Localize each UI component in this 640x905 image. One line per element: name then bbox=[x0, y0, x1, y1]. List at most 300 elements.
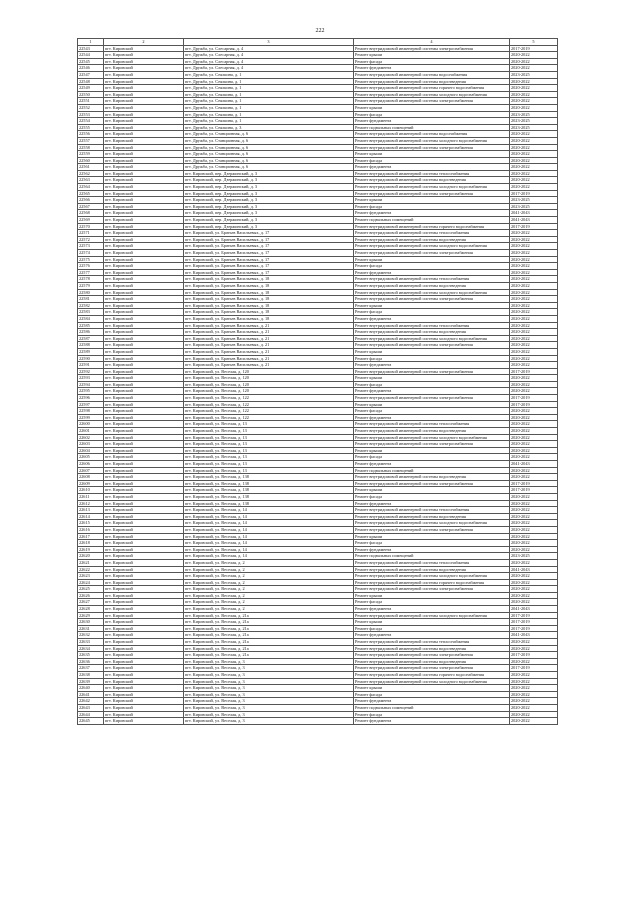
address-cell: пгт. Кировский, ул. Веселая, д. 122 bbox=[184, 401, 354, 408]
address-cell: пгт. Дружба, ул. Станционная, д. 6 bbox=[184, 151, 354, 158]
period-cell: 2020-2022 bbox=[510, 177, 558, 184]
table-row bbox=[78, 691, 558, 698]
period-cell: 2020-2022 bbox=[510, 164, 558, 171]
row-number-cell: 22591 bbox=[78, 362, 104, 369]
work-type-cell: Ремонт фундамента bbox=[354, 698, 510, 705]
address-cell: пгт. Кировский, ул. Веселая, д. 13 bbox=[184, 454, 354, 461]
locality-cell: пгт. Кировский bbox=[104, 58, 184, 65]
period-cell: 2020-2022 bbox=[510, 355, 558, 362]
row-number-cell: 22589 bbox=[78, 348, 104, 355]
row-number-cell: 22585 bbox=[78, 322, 104, 329]
address-cell: пгт. Кировский, ул. Веселая, д. 13 bbox=[184, 428, 354, 435]
period-cell: 2020-2022 bbox=[510, 388, 558, 395]
period-cell: 2023-2025 bbox=[510, 553, 558, 560]
period-cell: 2020-2022 bbox=[510, 170, 558, 177]
table-row bbox=[78, 217, 558, 224]
locality-cell: пгт. Кировский bbox=[104, 685, 184, 692]
work-type-cell: Ремонт крыши bbox=[354, 685, 510, 692]
table-row bbox=[78, 197, 558, 204]
period-cell: 2020-2022 bbox=[510, 434, 558, 441]
period-cell: 2020-2022 bbox=[510, 250, 558, 257]
address-cell: пгт. Кировский, ул. Веселая, д. 138 bbox=[184, 480, 354, 487]
work-type-cell: Ремонт внутридомовой инженерной системы холодного водоснабжения bbox=[354, 434, 510, 441]
address-cell: пгт. Кировский, ул. Веселая, д. 3 bbox=[184, 665, 354, 672]
period-cell: 2017-2019 bbox=[510, 480, 558, 487]
locality-cell: пгт. Кировский bbox=[104, 718, 184, 725]
period-cell: 2017-2019 bbox=[510, 395, 558, 402]
address-cell: пгт. Кировский, пер. Дзержинский, д. 3 bbox=[184, 197, 354, 204]
work-type-cell: Ремонт фундамента bbox=[354, 164, 510, 171]
locality-cell: пгт. Кировский bbox=[104, 157, 184, 164]
locality-cell: пгт. Кировский bbox=[104, 592, 184, 599]
work-type-cell: Ремонт внутридомовой инженерной системы электроснабжения bbox=[354, 342, 510, 349]
table-row bbox=[78, 461, 558, 468]
table-row bbox=[78, 685, 558, 692]
locality-cell: пгт. Кировский bbox=[104, 144, 184, 151]
work-type-cell: Ремонт внутридомовой инженерной системы горячего водоснабжения bbox=[354, 579, 510, 586]
table-row bbox=[78, 533, 558, 540]
table-row bbox=[78, 137, 558, 144]
work-type-cell: Ремонт внутридомовой инженерной системы холодного водоснабжения bbox=[354, 678, 510, 685]
address-cell: пгт. Кировский, ул. Веселая, д. 122 bbox=[184, 395, 354, 402]
row-number-cell: 22561 bbox=[78, 164, 104, 171]
row-number-cell: 22556 bbox=[78, 131, 104, 138]
work-type-cell: Ремонт внутридомовой инженерной системы электроснабжения bbox=[354, 45, 510, 52]
period-cell: 2017-2019 bbox=[510, 487, 558, 494]
locality-cell: пгт. Кировский bbox=[104, 493, 184, 500]
row-number-cell: 22623 bbox=[78, 573, 104, 580]
address-cell: пгт. Кировский, ул. Братьев Васильевых, д. 18 bbox=[184, 302, 354, 309]
row-number-cell: 22554 bbox=[78, 118, 104, 125]
address-cell: пгт. Кировский, ул. Веселая, д. 14 bbox=[184, 507, 354, 514]
row-number-cell: 22579 bbox=[78, 282, 104, 289]
row-number-cell: 22621 bbox=[78, 559, 104, 566]
locality-cell: пгт. Кировский bbox=[104, 606, 184, 613]
period-cell: 2020-2022 bbox=[510, 65, 558, 72]
table-row bbox=[78, 652, 558, 659]
row-number-cell: 22608 bbox=[78, 474, 104, 481]
address-cell: пгт. Кировский, ул. Веселая, д. 21а bbox=[184, 645, 354, 652]
table-row bbox=[78, 566, 558, 573]
table-row bbox=[78, 210, 558, 217]
locality-cell: пгт. Кировский bbox=[104, 203, 184, 210]
address-cell: пгт. Кировский, ул. Веселая, д. 14 bbox=[184, 540, 354, 547]
period-cell: 2020-2022 bbox=[510, 533, 558, 540]
address-cell: пгт. Кировский, ул. Веселая, д. 138 bbox=[184, 487, 354, 494]
table-row bbox=[78, 401, 558, 408]
period-cell: 2020-2022 bbox=[510, 236, 558, 243]
locality-cell: пгт. Кировский bbox=[104, 98, 184, 105]
address-cell: пгт. Кировский, пер. Дзержинский, д. 3 bbox=[184, 203, 354, 210]
period-cell: 2020-2022 bbox=[510, 362, 558, 369]
period-cell: 2020-2022 bbox=[510, 520, 558, 527]
work-type-cell: Ремонт фундамента bbox=[354, 606, 510, 613]
address-cell: пгт. Дружба, ул. Слесарная, д. 4 bbox=[184, 65, 354, 72]
table-row bbox=[78, 586, 558, 593]
address-cell: пгт. Дружба, ул. Сеялкина, д. 1 bbox=[184, 71, 354, 78]
row-number-cell: 22550 bbox=[78, 91, 104, 98]
period-cell: 2041-2043 bbox=[510, 566, 558, 573]
period-cell: 2020-2022 bbox=[510, 685, 558, 692]
locality-cell: пгт. Кировский bbox=[104, 197, 184, 204]
work-type-cell: Ремонт подвальных помещений bbox=[354, 124, 510, 131]
period-cell: 2020-2022 bbox=[510, 144, 558, 151]
period-cell: 2020-2022 bbox=[510, 691, 558, 698]
period-cell: 2020-2022 bbox=[510, 500, 558, 507]
row-number-cell: 22552 bbox=[78, 104, 104, 111]
address-cell: пгт. Кировский, ул. Веселая, д. 3 bbox=[184, 711, 354, 718]
period-cell: 2041-2043 bbox=[510, 632, 558, 639]
work-type-cell: Ремонт фундамента bbox=[354, 210, 510, 217]
row-number-cell: 22632 bbox=[78, 632, 104, 639]
period-cell: 2023-2025 bbox=[510, 124, 558, 131]
row-number-cell: 22618 bbox=[78, 540, 104, 547]
locality-cell: пгт. Кировский bbox=[104, 619, 184, 626]
address-cell: пгт. Кировский, ул. Веселая, д. 122 bbox=[184, 408, 354, 415]
table-row bbox=[78, 203, 558, 210]
row-number-cell: 22570 bbox=[78, 223, 104, 230]
period-cell: 2020-2022 bbox=[510, 586, 558, 593]
table-row bbox=[78, 269, 558, 276]
locality-cell: пгт. Кировский bbox=[104, 566, 184, 573]
address-cell: пгт. Кировский, ул. Веселая, д. 21а bbox=[184, 619, 354, 626]
work-type-cell: Ремонт внутридомовой инженерной системы водоотведения bbox=[354, 645, 510, 652]
table-row bbox=[78, 428, 558, 435]
table-row bbox=[78, 625, 558, 632]
address-cell: пгт. Кировский, ул. Братьев Васильевых, д. 17 bbox=[184, 269, 354, 276]
work-type-cell: Ремонт фундамента bbox=[354, 315, 510, 322]
row-number-cell: 22576 bbox=[78, 263, 104, 270]
period-cell: 2020-2022 bbox=[510, 711, 558, 718]
row-number-cell: 22603 bbox=[78, 441, 104, 448]
period-cell: 2023-2025 bbox=[510, 111, 558, 118]
work-type-cell: Ремонт внутридомовой инженерной системы водоотведения bbox=[354, 329, 510, 336]
work-type-cell: Ремонт внутридомовой инженерной системы электроснабжения bbox=[354, 190, 510, 197]
table-row bbox=[78, 395, 558, 402]
row-number-cell: 22606 bbox=[78, 461, 104, 468]
locality-cell: пгт. Кировский bbox=[104, 520, 184, 527]
locality-cell: пгт. Кировский bbox=[104, 632, 184, 639]
work-type-cell: Ремонт внутридомовой инженерной системы холодного водоснабжения bbox=[354, 243, 510, 250]
table-row bbox=[78, 388, 558, 395]
period-cell: 2020-2022 bbox=[510, 447, 558, 454]
row-number-cell: 22645 bbox=[78, 718, 104, 725]
row-number-cell: 22596 bbox=[78, 395, 104, 402]
address-cell: пгт. Кировский, ул. Веселая, д. 3 bbox=[184, 672, 354, 679]
work-type-cell: Ремонт фасада bbox=[354, 625, 510, 632]
row-number-cell: 22560 bbox=[78, 157, 104, 164]
row-number-cell: 22634 bbox=[78, 645, 104, 652]
row-number-cell: 22616 bbox=[78, 526, 104, 533]
address-cell: пгт. Кировский, ул. Братьев Васильевых, д. 18 bbox=[184, 276, 354, 283]
address-cell: пгт. Кировский, ул. Веселая, д. 21а bbox=[184, 652, 354, 659]
work-type-cell: Ремонт фасада bbox=[354, 493, 510, 500]
column-number: 2 bbox=[104, 39, 184, 46]
work-type-cell: Ремонт внутридомовой инженерной системы водоотведения bbox=[354, 566, 510, 573]
work-type-cell: Ремонт крыши bbox=[354, 401, 510, 408]
locality-cell: пгт. Кировский bbox=[104, 335, 184, 342]
table-row bbox=[78, 111, 558, 118]
address-cell: пгт. Кировский, ул. Братьев Васильевых, д. 17 bbox=[184, 250, 354, 257]
period-cell: 2020-2022 bbox=[510, 474, 558, 481]
row-number-cell: 22563 bbox=[78, 177, 104, 184]
locality-cell: пгт. Кировский bbox=[104, 124, 184, 131]
work-type-cell: Ремонт крыши bbox=[354, 256, 510, 263]
work-type-cell: Ремонт внутридомовой инженерной системы водоотведения bbox=[354, 474, 510, 481]
period-cell: 2017-2019 bbox=[510, 368, 558, 375]
period-cell: 2020-2022 bbox=[510, 335, 558, 342]
table-row bbox=[78, 665, 558, 672]
locality-cell: пгт. Кировский bbox=[104, 553, 184, 560]
table-row bbox=[78, 85, 558, 92]
table-row bbox=[78, 104, 558, 111]
address-cell: пгт. Кировский, ул. Веселая, д. 14 bbox=[184, 520, 354, 527]
row-number-cell: 22574 bbox=[78, 250, 104, 257]
address-cell: пгт. Дружба, ул. Слесарная, д. 4 bbox=[184, 52, 354, 59]
table-row bbox=[78, 474, 558, 481]
locality-cell: пгт. Кировский bbox=[104, 414, 184, 421]
table-row bbox=[78, 348, 558, 355]
table-row bbox=[78, 500, 558, 507]
locality-cell: пгт. Кировский bbox=[104, 480, 184, 487]
row-number-cell: 22624 bbox=[78, 579, 104, 586]
work-type-cell: Ремонт внутридомовой инженерной системы электроснабжения bbox=[354, 441, 510, 448]
table-row bbox=[78, 118, 558, 125]
work-type-cell: Ремонт фундамента bbox=[354, 461, 510, 468]
table-row bbox=[78, 441, 558, 448]
address-cell: пгт. Кировский, ул. Братьев Васильевых, д. 21 bbox=[184, 342, 354, 349]
locality-cell: пгт. Кировский bbox=[104, 322, 184, 329]
row-number-cell: 22613 bbox=[78, 507, 104, 514]
row-number-cell: 22547 bbox=[78, 71, 104, 78]
address-cell: пгт. Кировский, ул. Братьев Васильевых, д. 17 bbox=[184, 263, 354, 270]
locality-cell: пгт. Кировский bbox=[104, 612, 184, 619]
table-row bbox=[78, 592, 558, 599]
work-type-cell: Ремонт внутридомовой инженерной системы горячего водоснабжения bbox=[354, 85, 510, 92]
row-number-cell: 22590 bbox=[78, 355, 104, 362]
locality-cell: пгт. Кировский bbox=[104, 91, 184, 98]
period-cell: 2020-2022 bbox=[510, 421, 558, 428]
locality-cell: пгт. Кировский bbox=[104, 276, 184, 283]
address-cell: пгт. Кировский, ул. Веселая, д. 21а bbox=[184, 632, 354, 639]
locality-cell: пгт. Кировский bbox=[104, 151, 184, 158]
work-type-cell: Ремонт внутридомовой инженерной системы холодного водоснабжения bbox=[354, 520, 510, 527]
period-cell: 2020-2022 bbox=[510, 513, 558, 520]
address-cell: пгт. Кировский, ул. Братьев Васильевых, д. 21 bbox=[184, 322, 354, 329]
work-type-cell: Ремонт подвальных помещений bbox=[354, 704, 510, 711]
row-number-cell: 22620 bbox=[78, 553, 104, 560]
work-type-cell: Ремонт крыши bbox=[354, 487, 510, 494]
address-cell: пгт. Кировский, ул. Веселая, д. 3 bbox=[184, 685, 354, 692]
address-cell: пгт. Дружба, ул. Сеялкина, д. 1 bbox=[184, 85, 354, 92]
address-cell: пгт. Дружба, ул. Сеялкина, д. 1 bbox=[184, 111, 354, 118]
period-cell: 2020-2022 bbox=[510, 98, 558, 105]
table-row bbox=[78, 177, 558, 184]
work-type-cell: Ремонт внутридомовой инженерной системы водоснабжения bbox=[354, 71, 510, 78]
table-row bbox=[78, 309, 558, 316]
table-row bbox=[78, 408, 558, 415]
locality-cell: пгт. Кировский bbox=[104, 329, 184, 336]
row-number-cell: 22619 bbox=[78, 546, 104, 553]
period-cell: 2020-2022 bbox=[510, 78, 558, 85]
locality-cell: пгт. Кировский bbox=[104, 375, 184, 382]
locality-cell: пгт. Кировский bbox=[104, 250, 184, 257]
locality-cell: пгт. Кировский bbox=[104, 579, 184, 586]
work-type-cell: Ремонт внутридомовой инженерной системы теплоснабжения bbox=[354, 639, 510, 646]
locality-cell: пгт. Кировский bbox=[104, 573, 184, 580]
locality-cell: пгт. Кировский bbox=[104, 454, 184, 461]
work-type-cell: Ремонт внутридомовой инженерной системы электроснабжения bbox=[354, 480, 510, 487]
locality-cell: пгт. Кировский bbox=[104, 401, 184, 408]
period-cell: 2020-2022 bbox=[510, 289, 558, 296]
table-row bbox=[78, 612, 558, 619]
work-type-cell: Ремонт фундамента bbox=[354, 269, 510, 276]
table-row bbox=[78, 131, 558, 138]
locality-cell: пгт. Кировский bbox=[104, 104, 184, 111]
table-row bbox=[78, 282, 558, 289]
row-number-cell: 22592 bbox=[78, 368, 104, 375]
table-row bbox=[78, 434, 558, 441]
table-row bbox=[78, 342, 558, 349]
row-number-cell: 22630 bbox=[78, 619, 104, 626]
work-type-cell: Ремонт фасада bbox=[354, 691, 510, 698]
address-cell: пгт. Кировский, ул. Веселая, д. 13 bbox=[184, 467, 354, 474]
period-cell: 2020-2022 bbox=[510, 408, 558, 415]
table-row bbox=[78, 124, 558, 131]
table-row bbox=[78, 302, 558, 309]
locality-cell: пгт. Кировский bbox=[104, 355, 184, 362]
column-number: 1 bbox=[78, 39, 104, 46]
table-row bbox=[78, 263, 558, 270]
row-number-cell: 22544 bbox=[78, 52, 104, 59]
work-type-cell: Ремонт фасада bbox=[354, 381, 510, 388]
work-type-cell: Ремонт фасада bbox=[354, 408, 510, 415]
period-cell: 2023-2025 bbox=[510, 203, 558, 210]
row-number-cell: 22577 bbox=[78, 269, 104, 276]
table-row bbox=[78, 355, 558, 362]
period-cell: 2020-2022 bbox=[510, 137, 558, 144]
table-row bbox=[78, 91, 558, 98]
address-cell: пгт. Кировский, ул. Веселая, д. 2 bbox=[184, 559, 354, 566]
table-row bbox=[78, 540, 558, 547]
work-type-cell: Ремонт внутридомовой инженерной системы электроснабжения bbox=[354, 296, 510, 303]
address-cell: пгт. Кировский, ул. Веселая, д. 13 bbox=[184, 461, 354, 468]
address-cell: пгт. Дружба, ул. Слесарная, д. 4 bbox=[184, 45, 354, 52]
address-cell: пгт. Кировский, ул. Веселая, д. 3 bbox=[184, 691, 354, 698]
row-number-cell: 22595 bbox=[78, 388, 104, 395]
row-number-cell: 22597 bbox=[78, 401, 104, 408]
work-type-cell: Ремонт внутридомовой инженерной системы водоотведения bbox=[354, 513, 510, 520]
locality-cell: пгт. Кировский bbox=[104, 599, 184, 606]
work-type-cell: Ремонт внутридомовой инженерной системы электроснабжения bbox=[354, 368, 510, 375]
row-number-cell: 22628 bbox=[78, 606, 104, 613]
table-row bbox=[78, 678, 558, 685]
row-number-cell: 22588 bbox=[78, 342, 104, 349]
address-cell: пгт. Кировский, ул. Веселая, д. 120 bbox=[184, 388, 354, 395]
period-cell: 2020-2022 bbox=[510, 645, 558, 652]
address-cell: пгт. Кировский, ул. Веселая, д. 122 bbox=[184, 414, 354, 421]
address-cell: пгт. Кировский, ул. Веселая, д. 3 bbox=[184, 678, 354, 685]
table-row bbox=[78, 711, 558, 718]
period-cell: 2020-2022 bbox=[510, 276, 558, 283]
table-row bbox=[78, 296, 558, 303]
address-cell: пгт. Кировский, ул. Веселая, д. 3 bbox=[184, 718, 354, 725]
locality-cell: пгт. Кировский bbox=[104, 45, 184, 52]
locality-cell: пгт. Кировский bbox=[104, 71, 184, 78]
address-cell: пгт. Дружба, ул. Сеялкина, д. 1 bbox=[184, 118, 354, 125]
address-cell: пгт. Кировский, ул. Веселая, д. 2 bbox=[184, 566, 354, 573]
period-cell: 2020-2022 bbox=[510, 672, 558, 679]
table-row bbox=[78, 553, 558, 560]
work-type-cell: Ремонт фасада bbox=[354, 454, 510, 461]
period-cell: 2020-2022 bbox=[510, 151, 558, 158]
row-number-cell: 22644 bbox=[78, 711, 104, 718]
work-type-cell: Ремонт внутридомовой инженерной системы теплоснабжения bbox=[354, 507, 510, 514]
row-number-cell: 22557 bbox=[78, 137, 104, 144]
locality-cell: пгт. Кировский bbox=[104, 362, 184, 369]
locality-cell: пгт. Кировский bbox=[104, 170, 184, 177]
work-type-cell: Ремонт внутридомовой инженерной системы электроснабжения bbox=[354, 526, 510, 533]
row-number-cell: 22580 bbox=[78, 289, 104, 296]
row-number-cell: 22546 bbox=[78, 65, 104, 72]
row-number-cell: 22601 bbox=[78, 428, 104, 435]
row-number-cell: 22625 bbox=[78, 586, 104, 593]
work-type-cell: Ремонт внутридомовой инженерной системы холодного водоснабжения bbox=[354, 289, 510, 296]
locality-cell: пгт. Кировский bbox=[104, 230, 184, 237]
address-cell: пгт. Кировский, ул. Веселая, д. 2 bbox=[184, 592, 354, 599]
row-number-cell: 22568 bbox=[78, 210, 104, 217]
row-number-cell: 22559 bbox=[78, 151, 104, 158]
period-cell: 2020-2022 bbox=[510, 454, 558, 461]
work-type-cell: Ремонт внутридомовой инженерной системы электроснабжения bbox=[354, 586, 510, 593]
work-type-cell: Ремонт фасада bbox=[354, 157, 510, 164]
address-cell: пгт. Дружба, ул. Сеялкина, д. 1 bbox=[184, 91, 354, 98]
table-row bbox=[78, 223, 558, 230]
locality-cell: пгт. Кировский bbox=[104, 177, 184, 184]
locality-cell: пгт. Кировский bbox=[104, 434, 184, 441]
locality-cell: пгт. Кировский bbox=[104, 408, 184, 415]
period-cell: 2020-2022 bbox=[510, 52, 558, 59]
table-row bbox=[78, 645, 558, 652]
period-cell: 2020-2022 bbox=[510, 85, 558, 92]
row-number-cell: 22548 bbox=[78, 78, 104, 85]
locality-cell: пгт. Кировский bbox=[104, 309, 184, 316]
address-cell: пгт. Кировский, пер. Дзержинский, д. 3 bbox=[184, 170, 354, 177]
period-cell: 2020-2022 bbox=[510, 526, 558, 533]
locality-cell: пгт. Кировский bbox=[104, 315, 184, 322]
locality-cell: пгт. Кировский bbox=[104, 500, 184, 507]
locality-cell: пгт. Кировский bbox=[104, 256, 184, 263]
period-cell: 2041-2043 bbox=[510, 217, 558, 224]
period-cell: 2020-2022 bbox=[510, 639, 558, 646]
table-row bbox=[78, 718, 558, 725]
period-cell: 2041-2043 bbox=[510, 210, 558, 217]
address-cell: пгт. Кировский, ул. Веселая, д. 3 bbox=[184, 698, 354, 705]
period-cell: 2017-2019 bbox=[510, 625, 558, 632]
work-type-cell: Ремонт фундамента bbox=[354, 414, 510, 421]
address-cell: пгт. Дружба, ул. Станционная, д. 6 bbox=[184, 157, 354, 164]
row-number-cell: 22626 bbox=[78, 592, 104, 599]
period-cell: 2020-2022 bbox=[510, 467, 558, 474]
work-type-cell: Ремонт внутридомовой инженерной системы горячего водоснабжения bbox=[354, 672, 510, 679]
row-number-cell: 22581 bbox=[78, 296, 104, 303]
locality-cell: пгт. Кировский bbox=[104, 381, 184, 388]
period-cell: 2020-2022 bbox=[510, 428, 558, 435]
period-cell: 2023-2025 bbox=[510, 197, 558, 204]
locality-cell: пгт. Кировский bbox=[104, 118, 184, 125]
row-number-cell: 22584 bbox=[78, 315, 104, 322]
work-type-cell: Ремонт внутридомовой инженерной системы водоотведения bbox=[354, 282, 510, 289]
